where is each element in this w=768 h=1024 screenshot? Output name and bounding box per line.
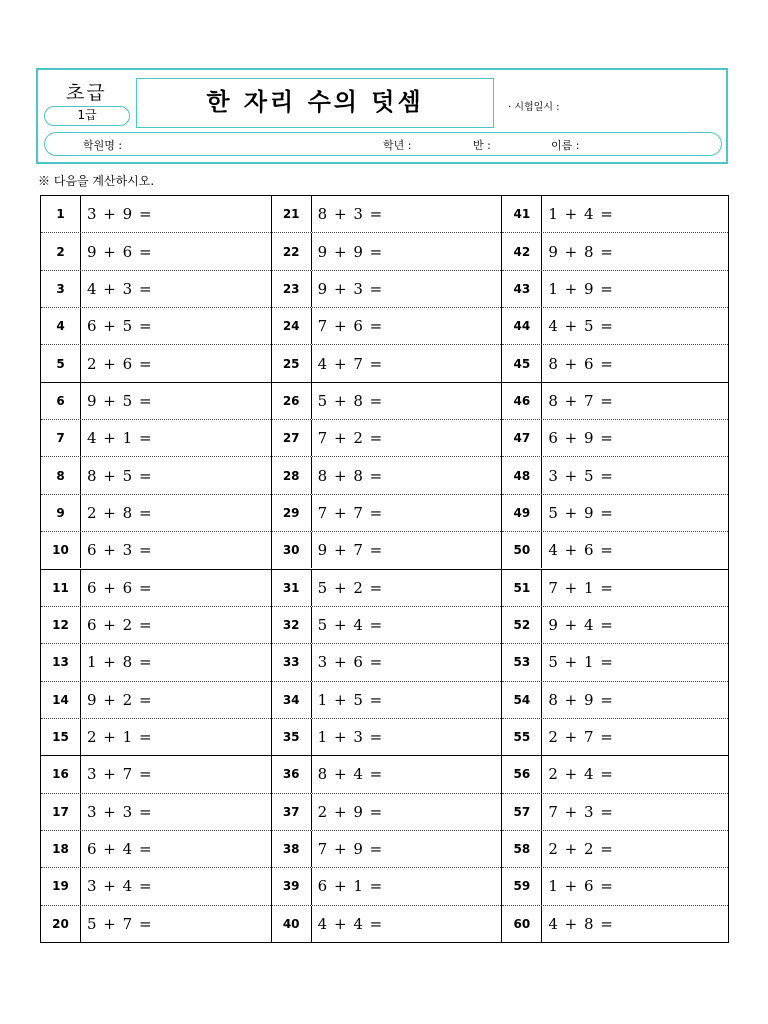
- problem-expression: 4 + 6 =: [548, 541, 613, 560]
- problem-column: [41, 196, 271, 942]
- problem-row: [41, 232, 271, 269]
- problem-row: [502, 383, 728, 419]
- problem-expression: 6 + 9 =: [548, 429, 613, 448]
- problem-row: [272, 643, 502, 680]
- problem-expression: 2 + 8 =: [87, 503, 152, 522]
- problem-row: [272, 232, 502, 269]
- problem-row: [41, 344, 271, 381]
- problem-row: [41, 383, 271, 419]
- problem-row: [41, 643, 271, 680]
- problem-number: 33: [272, 644, 312, 680]
- problem-expression: 1 + 3 =: [317, 728, 383, 747]
- problem-number: 31: [272, 570, 312, 606]
- problem-number: 13: [41, 644, 81, 680]
- problem-row: [272, 718, 502, 755]
- problem-row: [272, 756, 502, 792]
- problem-number: 22: [272, 233, 312, 269]
- problem-number: 23: [272, 271, 312, 307]
- problem-number: 35: [272, 719, 312, 755]
- problem-expression: 8 + 3 =: [317, 205, 383, 224]
- level-label: 초급: [66, 82, 107, 104]
- problem-number: 24: [272, 308, 312, 344]
- problem-number: 53: [502, 644, 542, 680]
- problem-number: 10: [41, 532, 81, 568]
- problem-number: 54: [502, 682, 542, 718]
- problem-row: [502, 718, 728, 755]
- problem-expression: 4 + 7 =: [317, 354, 383, 373]
- problem-row: [502, 196, 728, 232]
- problem-row: [502, 681, 728, 718]
- problem-number: 42: [502, 233, 542, 269]
- problem-row: [41, 570, 271, 606]
- problem-number: 59: [502, 868, 542, 904]
- problem-group: [272, 755, 502, 942]
- academy-label: 학원명 :: [83, 139, 123, 152]
- problem-row: [502, 232, 728, 269]
- problem-expression: 8 + 8 =: [317, 466, 383, 485]
- problem-grid: [40, 195, 729, 943]
- problem-expression: 4 + 5 =: [548, 317, 613, 336]
- problem-number: 6: [41, 383, 81, 419]
- problem-expression: 6 + 2 =: [87, 616, 152, 635]
- problem-expression: 1 + 8 =: [87, 653, 152, 672]
- problem-row: [502, 456, 728, 493]
- problem-number: 43: [502, 271, 542, 307]
- problem-number: 58: [502, 831, 542, 867]
- problem-expression: 8 + 7 =: [548, 391, 613, 410]
- problem-row: [502, 494, 728, 531]
- problem-number: 45: [502, 345, 542, 381]
- problem-expression: 6 + 6 =: [87, 578, 152, 597]
- problem-expression: 6 + 1 =: [317, 877, 383, 896]
- problem-number: 21: [272, 196, 312, 232]
- problem-row: [502, 793, 728, 830]
- problem-expression: 6 + 4 =: [87, 840, 152, 859]
- problem-row: [272, 606, 502, 643]
- problem-expression: 2 + 4 =: [548, 765, 613, 784]
- problem-number: 37: [272, 794, 312, 830]
- class-label: 반 :: [473, 139, 491, 152]
- problem-expression: 1 + 9 =: [548, 279, 613, 298]
- problem-expression: 5 + 4 =: [317, 616, 383, 635]
- problem-row: [41, 756, 271, 792]
- problem-number: 14: [41, 682, 81, 718]
- problem-expression: 2 + 7 =: [548, 728, 613, 747]
- problem-row: [272, 270, 502, 307]
- problem-expression: 5 + 1 =: [548, 653, 613, 672]
- problem-row: [272, 905, 502, 942]
- problem-expression: 2 + 6 =: [87, 354, 152, 373]
- problem-expression: 5 + 9 =: [548, 503, 613, 522]
- problem-number: 5: [41, 345, 81, 381]
- problem-row: [272, 307, 502, 344]
- problem-expression: 8 + 4 =: [317, 765, 383, 784]
- problem-number: 36: [272, 756, 312, 792]
- problem-number: 8: [41, 457, 81, 493]
- problem-row: [41, 867, 271, 904]
- worksheet-header: [36, 68, 728, 164]
- problem-number: 38: [272, 831, 312, 867]
- problem-row: [41, 718, 271, 755]
- problem-row: [272, 830, 502, 867]
- grade-badge: 1급: [44, 106, 130, 126]
- problem-number: 19: [41, 868, 81, 904]
- student-info-bar: [44, 132, 722, 156]
- problem-number: 17: [41, 794, 81, 830]
- problem-row: [41, 606, 271, 643]
- problem-expression: 3 + 7 =: [87, 765, 152, 784]
- problem-expression: 5 + 7 =: [87, 914, 152, 933]
- problem-row: [272, 419, 502, 456]
- worksheet-title: 한 자리 수의 덧셈: [136, 78, 494, 128]
- problem-number: 51: [502, 570, 542, 606]
- problem-row: [502, 905, 728, 942]
- problem-group: [502, 569, 728, 756]
- problem-expression: 9 + 2 =: [87, 690, 152, 709]
- problem-row: [502, 606, 728, 643]
- problem-number: 44: [502, 308, 542, 344]
- problem-expression: 3 + 6 =: [317, 653, 383, 672]
- problem-row: [272, 570, 502, 606]
- problem-expression: 9 + 9 =: [317, 242, 383, 261]
- problem-expression: 7 + 6 =: [317, 317, 383, 336]
- problem-row: [41, 419, 271, 456]
- exam-date-label: · 시험일시 :: [508, 102, 560, 113]
- problem-expression: 9 + 4 =: [548, 616, 613, 635]
- problem-column: [501, 196, 728, 942]
- problem-row: [502, 756, 728, 792]
- problem-number: 48: [502, 457, 542, 493]
- problem-number: 34: [272, 682, 312, 718]
- problem-number: 11: [41, 570, 81, 606]
- problem-expression: 1 + 4 =: [548, 205, 613, 224]
- problem-number: 50: [502, 532, 542, 568]
- problem-expression: 1 + 5 =: [317, 690, 383, 709]
- problem-expression: 9 + 5 =: [87, 391, 152, 410]
- problem-expression: 2 + 1 =: [87, 728, 152, 747]
- problem-row: [272, 494, 502, 531]
- problem-row: [502, 344, 728, 381]
- problem-expression: 3 + 3 =: [87, 802, 152, 821]
- problem-number: 26: [272, 383, 312, 419]
- problem-row: [41, 681, 271, 718]
- problem-expression: 7 + 3 =: [548, 802, 613, 821]
- problem-number: 46: [502, 383, 542, 419]
- problem-row: [502, 270, 728, 307]
- problem-row: [41, 793, 271, 830]
- problem-number: 9: [41, 495, 81, 531]
- problem-expression: 5 + 2 =: [317, 578, 383, 597]
- problem-group: [502, 196, 728, 382]
- problem-row: [41, 307, 271, 344]
- problem-row: [41, 830, 271, 867]
- problem-group: [272, 382, 502, 569]
- problem-expression: 8 + 9 =: [548, 690, 613, 709]
- problem-row: [41, 494, 271, 531]
- problem-row: [41, 531, 271, 568]
- problem-row: [272, 793, 502, 830]
- problem-number: 57: [502, 794, 542, 830]
- name-label: 이름 :: [551, 139, 580, 152]
- problem-expression: 7 + 2 =: [317, 429, 383, 448]
- problem-expression: 9 + 3 =: [317, 279, 383, 298]
- problem-number: 7: [41, 420, 81, 456]
- problem-number: 18: [41, 831, 81, 867]
- problem-group: [41, 755, 271, 942]
- instruction-text: ※ 다음을 계산하시오.: [38, 174, 155, 188]
- problem-row: [272, 681, 502, 718]
- problem-expression: 4 + 4 =: [317, 914, 383, 933]
- problem-group: [502, 382, 728, 569]
- problem-expression: 7 + 9 =: [317, 840, 383, 859]
- problem-number: 27: [272, 420, 312, 456]
- problem-number: 41: [502, 196, 542, 232]
- problem-group: [502, 755, 728, 942]
- problem-row: [502, 643, 728, 680]
- problem-expression: 3 + 5 =: [548, 466, 613, 485]
- problem-group: [272, 196, 502, 382]
- problem-number: 12: [41, 607, 81, 643]
- problem-number: 60: [502, 906, 542, 942]
- school-year-label: 학년 :: [383, 139, 412, 152]
- problem-number: 15: [41, 719, 81, 755]
- problem-row: [502, 531, 728, 568]
- problem-expression: 6 + 5 =: [87, 317, 152, 336]
- problem-row: [272, 196, 502, 232]
- problem-row: [41, 196, 271, 232]
- problem-row: [502, 570, 728, 606]
- problem-row: [502, 867, 728, 904]
- problem-expression: 1 + 6 =: [548, 877, 613, 896]
- problem-expression: 3 + 4 =: [87, 877, 152, 896]
- problem-expression: 4 + 8 =: [548, 914, 613, 933]
- problem-expression: 6 + 3 =: [87, 541, 152, 560]
- problem-number: 47: [502, 420, 542, 456]
- problem-number: 3: [41, 271, 81, 307]
- problem-number: 30: [272, 532, 312, 568]
- problem-row: [272, 344, 502, 381]
- problem-row: [502, 419, 728, 456]
- problem-expression: 4 + 1 =: [87, 429, 152, 448]
- problem-row: [41, 905, 271, 942]
- problem-number: 29: [272, 495, 312, 531]
- problem-expression: 8 + 5 =: [87, 466, 152, 485]
- problem-row: [272, 531, 502, 568]
- problem-group: [41, 569, 271, 756]
- problem-row: [41, 270, 271, 307]
- problem-expression: 9 + 6 =: [87, 242, 152, 261]
- problem-expression: 3 + 9 =: [87, 205, 152, 224]
- problem-row: [272, 383, 502, 419]
- problem-number: 39: [272, 868, 312, 904]
- problem-number: 56: [502, 756, 542, 792]
- problem-group: [41, 196, 271, 382]
- problem-number: 25: [272, 345, 312, 381]
- problem-group: [272, 569, 502, 756]
- problem-expression: 4 + 3 =: [87, 279, 152, 298]
- problem-number: 2: [41, 233, 81, 269]
- problem-row: [502, 830, 728, 867]
- problem-row: [502, 307, 728, 344]
- problem-expression: 7 + 7 =: [317, 503, 383, 522]
- problem-expression: 7 + 1 =: [548, 578, 613, 597]
- problem-number: 16: [41, 756, 81, 792]
- problem-column: [271, 196, 502, 942]
- problem-expression: 8 + 6 =: [548, 354, 613, 373]
- problem-row: [272, 456, 502, 493]
- problem-row: [41, 456, 271, 493]
- problem-number: 1: [41, 196, 81, 232]
- problem-number: 4: [41, 308, 81, 344]
- problem-row: [272, 867, 502, 904]
- problem-number: 55: [502, 719, 542, 755]
- problem-number: 52: [502, 607, 542, 643]
- problem-group: [41, 382, 271, 569]
- problem-expression: 9 + 7 =: [317, 541, 383, 560]
- problem-number: 28: [272, 457, 312, 493]
- problem-expression: 9 + 8 =: [548, 242, 613, 261]
- problem-expression: 2 + 2 =: [548, 840, 613, 859]
- problem-number: 49: [502, 495, 542, 531]
- problem-number: 40: [272, 906, 312, 942]
- problem-expression: 2 + 9 =: [317, 802, 383, 821]
- problem-number: 20: [41, 906, 81, 942]
- problem-expression: 5 + 8 =: [317, 391, 383, 410]
- problem-number: 32: [272, 607, 312, 643]
